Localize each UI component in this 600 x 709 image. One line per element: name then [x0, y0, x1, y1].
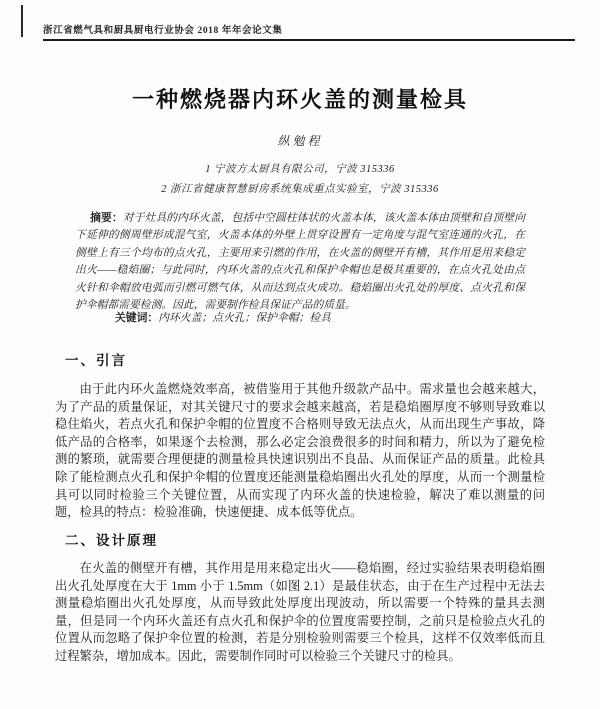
- abstract-label: 摘要：: [90, 212, 123, 224]
- author-name: 纵勉程: [277, 134, 323, 148]
- abstract-text: 对于灶具的内环火盖，包括中空圆柱体状的火盖本体，该火盖本体由顶壁和自顶壁向下延伸的侧周壁形成混气室，火盖本体的外壁上贯穿设置有一定角度与混气室连通的火孔，在侧壁上有三个均布的点火孔，主要用来引燃的作用，在火盖的侧壁开有槽，其作用是用来稳定出火——稳焰圈；与此同时，内环火盖的点火孔和保护伞帽也是极其重要的，在点火孔处由点火针和伞帽放电弧而引燃可燃气体，从而达到点火成功。稳焰圈出火孔处的厚度、点火孔和保护伞帽都需要检测。因此，需要制作检具保证产品的质量。: [75, 212, 525, 312]
- affiliation-2: 2 浙江省健康智慧厨房系统集成重点实验室，宁波 315336: [161, 184, 439, 195]
- section-heading-design-principle: 二、设计原理: [65, 533, 158, 548]
- affiliation-1: 1 宁波方太厨具有限公司，宁波 315336: [205, 164, 395, 175]
- scan-artifact-line: [21, 5, 23, 37]
- header-rule: [43, 39, 575, 41]
- abstract-paragraph: [75, 210, 525, 314]
- keywords-line: [115, 310, 331, 325]
- section-body-design-principle: 在火盖的侧壁开有槽，其作用是用来稳定出火——稳焰圈，经过实验结果表明稳焰圈出火孔处厚度在大于 1mm 小于 1.5mm（如图 2.1）是最佳状态，由于在生产过程中无法去测量稳焰圈出火孔处厚度，从而导致此处厚度出现波动，所以需要一个特殊的量具去测量，但是同一个内环火盖还有点火孔和保护伞的位置度需要控制，之前只是检验点火孔的位置从而忽略了保护伞位置的检测，若是分别检验则需要三个检具，这样不仅效率低而且过程繁杂，增加成本。因此，需要制作同时可以检验三个关键尺寸的检具。: [55, 561, 545, 663]
- section-heading-introduction: 一、引言: [65, 353, 127, 368]
- running-header: 浙江省燃气具和厨具厨电行业协会 2018 年年会论文集: [43, 26, 283, 36]
- keywords-text: 内环火盖；点火孔；保护伞帽；检具: [158, 312, 331, 324]
- section-body-introduction: 由于此内环火盖燃烧效率高，被借鉴用于其他升级款产品中。需求量也会越来越大，为了产品的质量保证，对其关键尺寸的要求会越来越高，若是稳焰圈厚度不够则导致难以稳住焰火，若点火孔和保护伞帽的位置度不合格则导致无法点火，从而出现生产事故，降低产品的合格率，如果逐个去检测，那么必定会浪费很多的时间和精力，所以为了避免检测的繁琐，就需要合理便捷的测量检具快速识别出不良品、从而保证产品的质量。此检具除了能检测点火孔和保护伞帽的位置度还能测量稳焰圈出火孔处的厚度，从而一个测量检具可以同时检验三个关键位置，从而实现了内环火盖的快速检验，解决了难以测量的问题，检具的特点：检验准确，快速便捷、成本低等优点。: [55, 382, 545, 520]
- keywords-label: 关键词：: [115, 312, 159, 324]
- paper-title: 一种燃烧器内环火盖的测量检具: [131, 87, 468, 112]
